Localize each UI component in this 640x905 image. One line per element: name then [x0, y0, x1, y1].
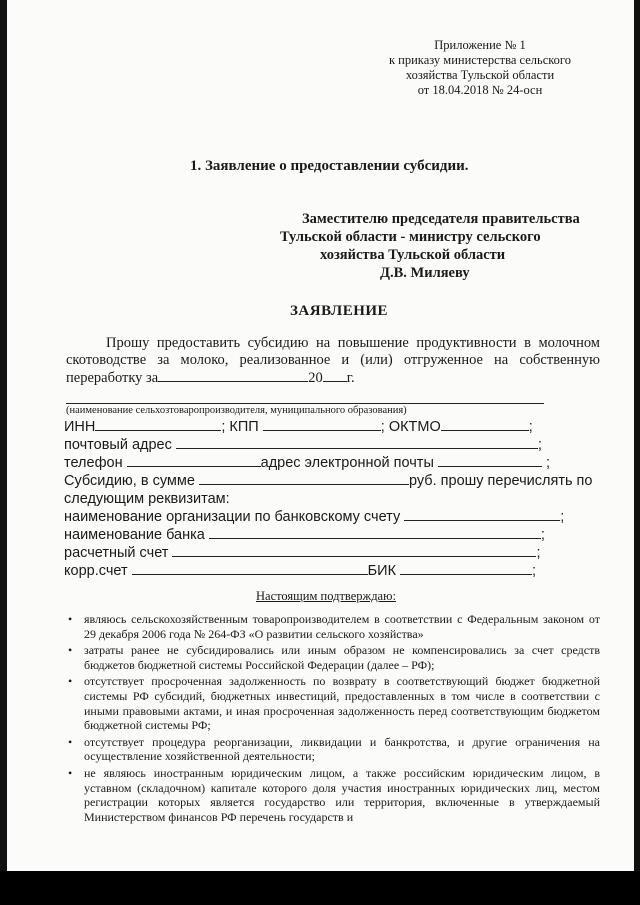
bullet-icon: •	[68, 674, 73, 689]
bullet-icon: •	[68, 643, 73, 658]
subsidy-suffix: руб. прошу перечислять по	[408, 473, 593, 489]
row-semicolon: ;	[560, 509, 565, 525]
row-semicolon: ;	[528, 419, 533, 435]
list-item-text: отсутствует просроченная задолженность по возврату в соответствующий бюджет бюджетной системы РФ субсидий, бюджетных инвестиций, предоставленных в том числе в соответствии с иными правовыми актами, и иная просроченная задолженность перед соответствующим бюджетом бюджетной системы РФ;	[84, 674, 600, 733]
subsidy-row	[64, 472, 600, 490]
subsidy-cont-row	[64, 490, 600, 508]
corr-label: корр.счет	[64, 563, 128, 579]
period-field[interactable]	[158, 369, 308, 382]
inn-label: ИНН	[64, 419, 96, 435]
bank-row	[64, 526, 600, 544]
confirm-heading: Настоящим подтверждаю:	[256, 589, 396, 603]
kpp-label: ; КПП	[221, 419, 259, 435]
postal-label: почтовый адрес	[64, 437, 172, 453]
bullet-icon: •	[68, 765, 73, 780]
org-field[interactable]	[404, 508, 560, 521]
inn-row	[64, 418, 600, 436]
list-item-text: не являюсь иностранным юридическим лицом, а также российским юридическим лицом, в уставном (складочном) капитале которого доля участия иностранных юридических лиц, местом регистрации которых является государство или территория, включенные в утверждаемый Министерством финансов РФ перечень государств и	[84, 765, 600, 824]
scan-edge-left	[0, 0, 7, 905]
list-item-text: затраты ранее не субсидировались или иным образом не компенсировались за счет средств бюджетов бюджетной системы Российской Федерации (далее – РФ);	[84, 643, 600, 672]
oktmo-field[interactable]	[441, 418, 529, 431]
appendix-line: Приложение № 1	[434, 38, 526, 52]
account-field[interactable]	[172, 544, 536, 557]
applicant-caption: (наименование сельхозтоваропроизводителя, муниципального образования)	[66, 405, 407, 416]
list-item	[68, 674, 600, 733]
subsidy-label: Субсидию, в сумме	[64, 473, 195, 489]
appendix-line: от 18.04.2018 № 24-осн	[417, 83, 543, 97]
addressee-line: Заместителю председателя правительства	[302, 211, 580, 227]
scan-edge-bottom	[0, 871, 640, 905]
list-item-text: являюсь сельскохозяйственным товаропроизводителем в соответствии с Федеральным законом от 29 декабря 2006 года № 264-ФЗ «О развитии сельского хозяйства»	[84, 612, 600, 641]
confirm-list	[68, 612, 600, 826]
row-semicolon: ;	[536, 545, 541, 561]
inn-field[interactable]	[95, 418, 221, 431]
row-semicolon: ;	[532, 563, 537, 579]
bank-field[interactable]	[209, 526, 541, 539]
oktmo-label: ; ОКТМО	[380, 419, 441, 435]
email-label: адрес электронной почты	[260, 455, 434, 471]
scan-edge-right	[634, 0, 640, 905]
subsidy-cont: следующим реквизитам:	[64, 491, 230, 507]
org-row	[64, 508, 600, 526]
section-title: 1. Заявление о предоставлении субсидии.	[190, 158, 469, 174]
bullet-icon: •	[68, 734, 73, 749]
appendix-line: к приказу министерства сельского	[388, 53, 571, 67]
addressee-line: Тульской области - министру сельского	[280, 229, 541, 245]
bank-label: наименование банка	[64, 527, 205, 543]
list-item	[68, 643, 600, 672]
list-item	[68, 612, 600, 641]
corr-field[interactable]	[132, 562, 368, 575]
email-field[interactable]	[438, 454, 542, 467]
row-semicolon: ;	[545, 455, 550, 471]
phone-field[interactable]	[127, 454, 261, 467]
account-row	[64, 544, 600, 562]
year-field[interactable]	[323, 369, 347, 382]
list-item	[68, 734, 600, 764]
appendix-line: хозяйства Тульской области	[405, 68, 555, 82]
addressee-line: Д.В. Миляеву	[380, 265, 470, 281]
corr-row	[64, 562, 600, 580]
account-label: расчетный счет	[64, 545, 169, 561]
phone-row	[64, 454, 600, 472]
applicant-name-field[interactable]	[66, 403, 544, 404]
list-item	[68, 765, 600, 824]
row-semicolon: ;	[537, 437, 542, 453]
document-title: ЗАЯВЛЕНИЕ	[290, 303, 389, 319]
year-prefix: 20	[308, 370, 323, 386]
appendix-header	[360, 38, 600, 98]
year-suffix: г.	[346, 370, 355, 386]
list-item-text: отсутствует процедура реорганизации, ликвидации и банкротства, и другие ограничения на осуществление хозяйственной деятельности;	[84, 734, 600, 764]
org-label: наименование организации по банковскому счету	[64, 509, 401, 525]
subsidy-amount-field[interactable]	[199, 472, 409, 485]
request-paragraph	[66, 335, 600, 387]
requisites-form	[64, 418, 600, 580]
row-semicolon: ;	[540, 527, 545, 543]
addressee-line: хозяйства Тульской области	[320, 247, 506, 263]
postal-row	[64, 436, 600, 454]
postal-field[interactable]	[176, 436, 538, 449]
phone-label: телефон	[64, 455, 123, 471]
bullet-icon: •	[68, 612, 73, 626]
bik-label: БИК	[367, 563, 397, 579]
addressee-block	[280, 210, 610, 282]
bik-field[interactable]	[400, 562, 532, 575]
kpp-field[interactable]	[263, 418, 381, 431]
request-text: Прошу предоставить субсидию на повышение продуктивности в молочном скотоводстве за молоко, реализованное и (или) отгруженное на собственную переработку за	[66, 335, 600, 386]
